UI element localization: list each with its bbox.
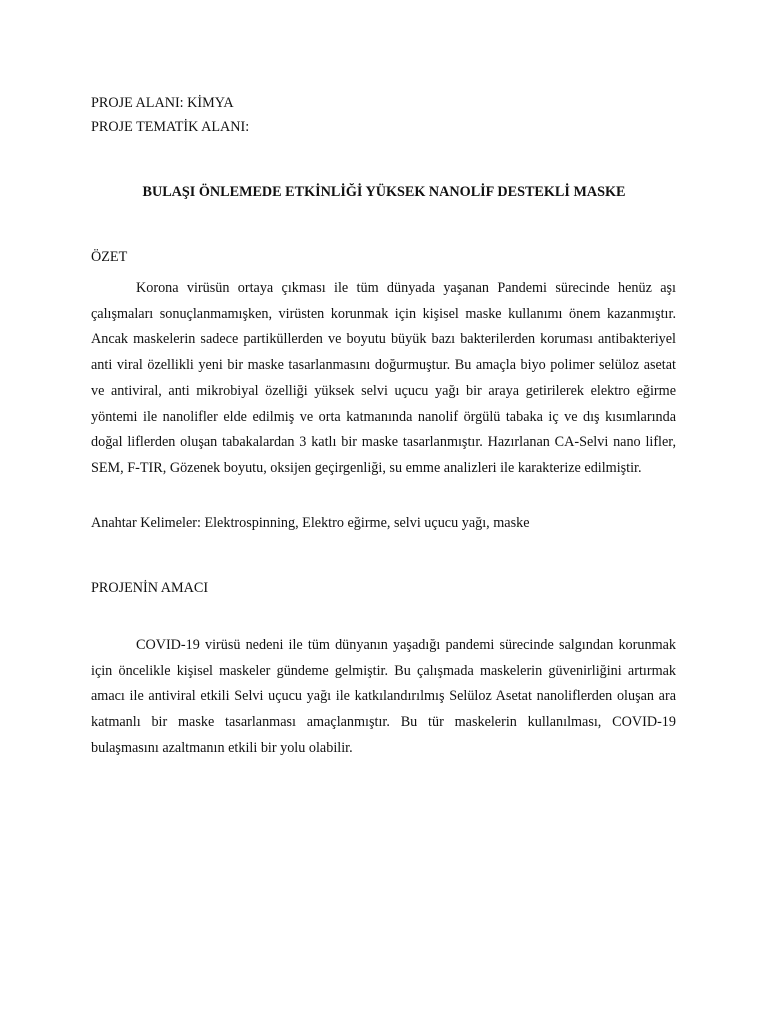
project-thematic-area-line: PROJE TEMATİK ALANI: bbox=[91, 119, 250, 135]
purpose-paragraph: COVID-19 virüsü nedeni ile tüm dünyanın yaşadığı pandemi sürecinde salgından korunmak için öncelikle kişisel maskeler gündeme gelmiştir. Bu çalışmada maskelerin güvenirliğini artırmak amacı ile antiviral etkili Selvi uçucu yağı ile katkılandırılmış Selüloz Asetat nanoliflerden oluşan ara katmanlı bir maske tasarlanması amaçlanmıştır. Bu tür maskelerin kullanılması, COVID-19 bulaşmasını azaltmanın etkili bir yolu olabilir. bbox=[91, 637, 676, 756]
project-area-line: PROJE ALANI: KİMYA bbox=[91, 95, 234, 111]
document-title: BULAŞI ÖNLEMEDE ETKİNLİĞİ YÜKSEK NANOLİF DESTEKLİ MASKE bbox=[142, 184, 626, 200]
keywords-line: Anahtar Kelimeler: Elektrospinning, Elektro eğirme, selvi uçucu yağı, maske bbox=[91, 515, 530, 531]
purpose-heading: PROJENİN AMACI bbox=[91, 580, 209, 596]
summary-heading: ÖZET bbox=[91, 249, 128, 265]
summary-paragraph: Korona virüsün ortaya çıkması ile tüm dünyada yaşanan Pandemi sürecinde henüz aşı çalışmaları sonuçlanmamışken, virüsten korunmak için kişisel maske kullanımı önem kazanmıştır. Ancak maskelerin sadece partiküllerden ve boyutu büyük bazı bakterilerden koruması antibakteriyel anti viral özellikli yeni bir maske tasarlanmasını doğurmuştur. Bu amaçla biyo polimer selüloz asetat ve antiviral, anti mikrobiyal özelliği yüksek selvi uçucu yağı bir araya getirilerek elektro eğirme yöntemi ile nanolifler elde edilmiş ve orta katmanında nanolif örgülü tabaka iç ve dış kısımlarında doğal liflerden oluşan tabakalardan 3 katlı bir maske tasarlanmıştır. Hazırlanan CA-Selvi nano lifler, SEM, F-TIR, Gözenek boyutu, oksijen geçirgenliği, su emme analizleri ile karakterize edilmiştir. bbox=[91, 280, 676, 476]
